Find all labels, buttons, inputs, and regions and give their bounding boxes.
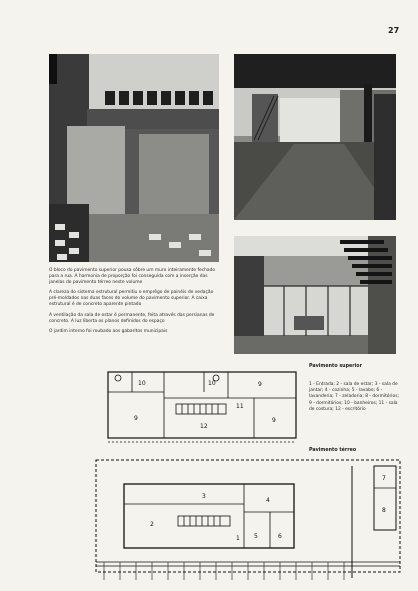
room-10b: 10 (208, 380, 216, 387)
caption-1: O bloco do pavimento superior pousa sôbre um muro inteiramente fechado para a rua. A harmonia de proporção foi conseguida com a inserção das janelas do pavimento térreo neste volume (49, 268, 216, 286)
room-2: 2 (150, 521, 154, 528)
plan-legend: 1 - Entrada; 2 - sala de estar; 3 - sala de jantar; 4 - cozinha; 5 - lavabo; 6 - lavanderia; 7 - zeladoria; 8 - dormitórios; 9 - dormitórios; 10 - banheiros; 11 - sala de costura; 12 - escritório (309, 382, 399, 412)
room-1: 1 (236, 535, 240, 542)
room-9c: 9 (272, 417, 276, 424)
room-9a: 9 (134, 415, 138, 422)
interior-hall-photo (234, 54, 396, 220)
exterior-photo (49, 54, 219, 262)
page-number: 27 (388, 26, 400, 35)
living-room-photo (234, 236, 396, 354)
room-10a: 10 (138, 380, 146, 387)
caption-2: A clareza do sistema estrutural permitiu o emprêgo de painéis de vedação pré-moldados nas duas faces do volume do pavimento superior. A caixa estrutural é de concreto aparente pintado (49, 290, 214, 308)
room-8: 8 (382, 507, 386, 514)
caption-3: A ventilação da sala de estar é permanente, feita através das persianas de concreto. A luz liberta os planos definidos do espaço (49, 312, 215, 324)
room-7: 7 (382, 475, 386, 482)
room-3: 3 (202, 493, 206, 500)
ground-floor-title: Pavimento térreo (309, 448, 357, 453)
room-5: 5 (254, 533, 258, 540)
room-4: 4 (266, 497, 270, 504)
room-12: 12 (200, 423, 208, 430)
photo-captions (49, 268, 221, 339)
caption-4: O jardim interno foi roubado aos gabaritos municipais (49, 328, 168, 334)
room-11: 11 (236, 403, 244, 410)
room-9b: 9 (258, 381, 262, 388)
ground-floor-plan (90, 452, 406, 588)
room-6: 6 (278, 533, 282, 540)
upper-floor-plan (104, 368, 304, 448)
upper-floor-title: Pavimento superior (309, 364, 362, 369)
